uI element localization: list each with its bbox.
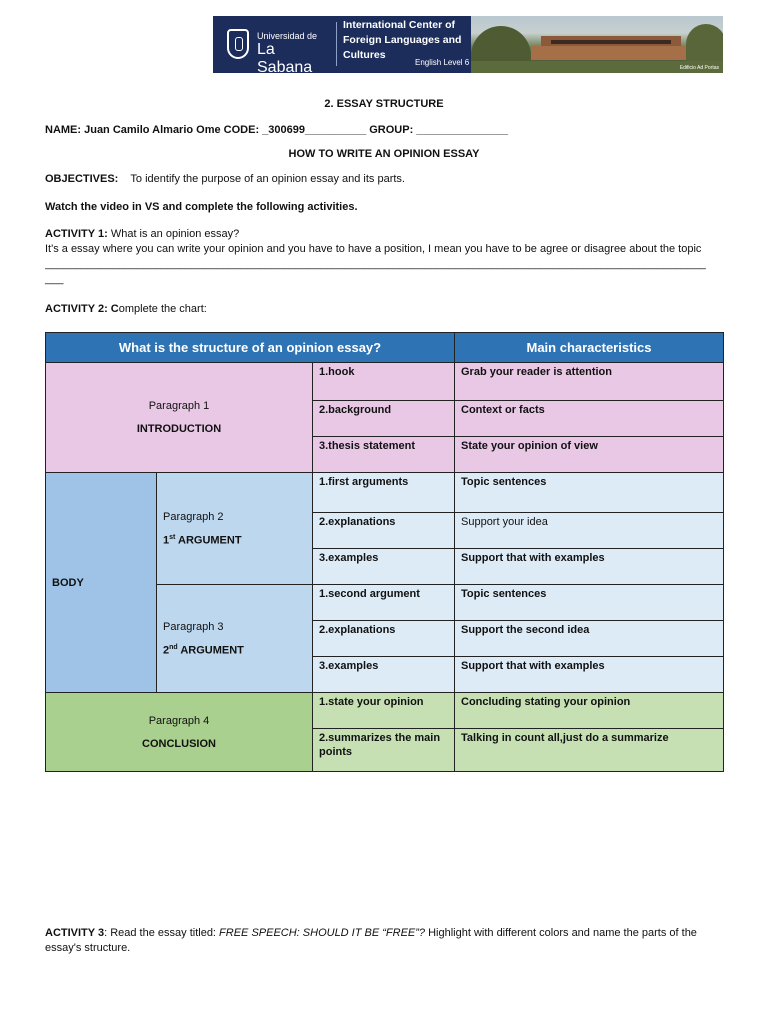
introduction-cell	[46, 363, 313, 473]
section-title: 2. ESSAY STRUCTURE	[324, 98, 444, 110]
university-prefix: Universidad de	[257, 31, 318, 41]
header-structure: What is the structure of an opinion essay?	[46, 333, 455, 363]
characteristic-cell: Topic sentences	[461, 476, 547, 488]
center-name: International Center of Foreign Languages and Cultures	[343, 19, 462, 61]
characteristic-cell: Talking in count all,just do a summarize	[461, 732, 669, 744]
characteristic-cell: Support your idea	[461, 516, 548, 528]
photo-caption: Edificio Ad Portas	[679, 65, 719, 71]
objectives-text: To identify the purpose of an opinion essay and its parts.	[130, 173, 405, 185]
conclusion-name: CONCLUSION	[142, 737, 216, 750]
argument2-name: 2nd ARGUMENT	[163, 643, 244, 657]
activity1-answer: It's a essay where you can write your opinion and you have to have a position, I mean you have to be agree or disagree about the topic	[45, 243, 702, 255]
activity3-text: : Read the essay titled:	[104, 927, 220, 939]
conclusion-paragraph: Paragraph 4	[148, 714, 210, 727]
activity2-text: omplete the chart:	[118, 303, 207, 315]
characteristic-cell: Topic sentences	[461, 588, 547, 600]
activity3-line-2: essay's structure.	[45, 942, 131, 954]
header-characteristics: Main characteristics	[455, 333, 724, 363]
instruction: Watch the video in VS and complete the following activities.	[45, 201, 358, 213]
activity1-label: ACTIVITY 1:	[45, 228, 108, 240]
characteristic-cell: Support the second idea	[461, 624, 590, 636]
essay-structure-table	[45, 332, 724, 772]
part-cell: 2.explanations	[319, 624, 396, 636]
activity3-line: ACTIVITY 3: Read the essay titled: FREE SPEECH: SHOULD IT BE “FREE”? Highlight with different colors and name the parts of the	[45, 927, 697, 939]
activity2-label: ACTIVITY 2: C	[45, 303, 119, 315]
part-cell: 1.state your opinion	[319, 696, 424, 708]
argument2-paragraph: Paragraph 3	[163, 620, 224, 633]
banner-divider	[336, 22, 337, 66]
argument1-name: 1st ARGUMENT	[163, 533, 242, 547]
university-name: La Sabana	[257, 41, 313, 73]
characteristic-cell: Support that with examples	[461, 660, 605, 672]
argument2-cell	[157, 585, 313, 693]
activity1-question-line	[45, 228, 239, 240]
crest-icon	[227, 29, 249, 59]
objectives-label: OBJECTIVES:	[45, 173, 119, 185]
introduction-paragraph: Paragraph 1	[148, 400, 210, 412]
characteristic-cell: Context or facts	[461, 404, 545, 416]
part-cell: 2.summarizes the main points	[319, 732, 441, 758]
part-cell: 1.first arguments	[319, 476, 409, 488]
course-level: English Level 6	[415, 58, 470, 67]
header-banner	[213, 16, 723, 73]
objectives-line	[45, 173, 405, 185]
characteristic-cell: Grab your reader is attention	[461, 366, 612, 378]
characteristic-cell: State your opinion of view	[461, 440, 598, 452]
part-cell: 3.examples	[319, 552, 379, 564]
name-line: NAME: Juan Camilo Almario Ome CODE: _300699__________ GROUP: _______________	[45, 124, 509, 136]
part-cell: 1.second argument	[319, 588, 420, 600]
argument1-paragraph: Paragraph 2	[163, 510, 224, 523]
campus-photo	[471, 16, 723, 73]
activity3-essay-title: FREE SPEECH: SHOULD IT BE “FREE”?	[219, 927, 426, 939]
activity1-question: What is an opinion essay?	[110, 228, 240, 240]
body-label: BODY	[52, 576, 84, 589]
argument1-cell	[157, 473, 313, 585]
part-cell: 2.background	[319, 404, 392, 416]
characteristic-cell: Support that with examples	[461, 552, 605, 564]
activity1-answer-line-2: ___	[45, 273, 64, 285]
body-cell	[46, 473, 157, 693]
part-cell: 3.examples	[319, 660, 379, 672]
activity3-label: ACTIVITY 3	[45, 927, 105, 939]
part-cell: 3.thesis statement	[319, 440, 415, 452]
university-logo	[227, 29, 327, 73]
activity1-answer-line: ____________________________________________________________________________________________________________	[45, 258, 706, 270]
part-cell: 2.explanations	[319, 516, 396, 528]
characteristic-cell: Concluding stating your opinion	[461, 696, 631, 708]
introduction-name: INTRODUCTION	[136, 423, 222, 435]
conclusion-cell	[46, 693, 313, 772]
part-cell: 1.hook	[319, 366, 355, 378]
activity2-line	[45, 303, 207, 315]
document-subtitle: HOW TO WRITE AN OPINION ESSAY	[288, 148, 480, 160]
